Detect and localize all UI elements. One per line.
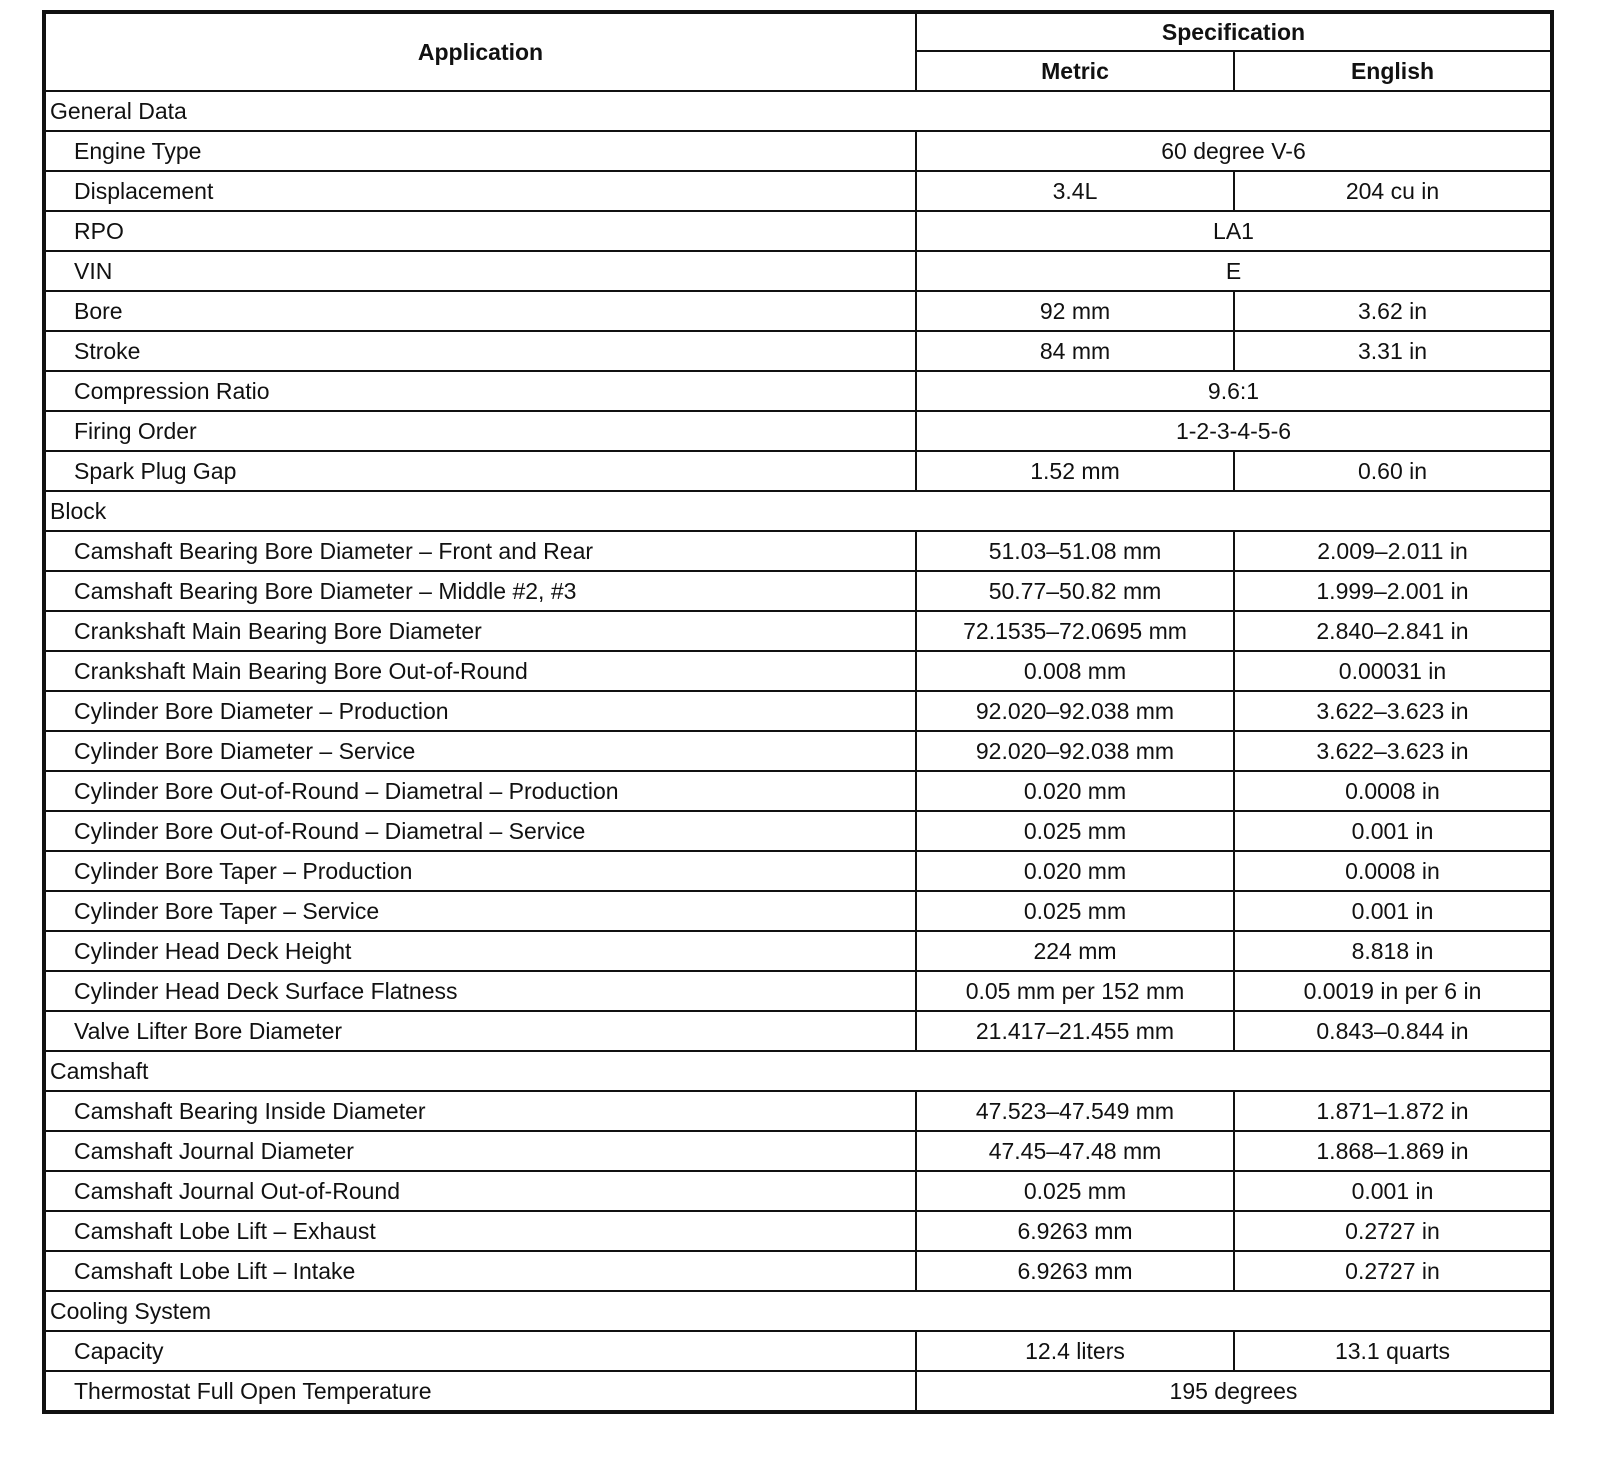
metric-cell: 92 mm: [916, 291, 1234, 331]
application-cell: Camshaft Bearing Bore Diameter – Front and Rear: [44, 531, 916, 571]
table-row: [44, 1331, 1552, 1371]
english-cell: 0.0019 in per 6 in: [1234, 971, 1552, 1011]
english-header: English: [1234, 51, 1552, 91]
metric-cell: 72.1535–72.0695 mm: [916, 611, 1234, 651]
metric-cell: 0.008 mm: [916, 651, 1234, 691]
section-title: Camshaft: [44, 1051, 1552, 1091]
metric-cell: 0.025 mm: [916, 891, 1234, 931]
application-cell: Cylinder Bore Out-of-Round – Diametral – Service: [44, 811, 916, 851]
application-cell: Cylinder Head Deck Surface Flatness: [44, 971, 916, 1011]
spec-value-cell: E: [916, 251, 1552, 291]
section-row: [44, 1051, 1552, 1091]
english-cell: 3.62 in: [1234, 291, 1552, 331]
section-title: General Data: [44, 91, 1552, 131]
english-cell: 1.868–1.869 in: [1234, 1131, 1552, 1171]
english-cell: 0.60 in: [1234, 451, 1552, 491]
metric-cell: 1.52 mm: [916, 451, 1234, 491]
application-cell: Compression Ratio: [44, 371, 916, 411]
table-row: [44, 691, 1552, 731]
metric-cell: 0.025 mm: [916, 811, 1234, 851]
application-cell: Cylinder Bore Out-of-Round – Diametral – Production: [44, 771, 916, 811]
english-cell: 13.1 quarts: [1234, 1331, 1552, 1371]
english-cell: 3.31 in: [1234, 331, 1552, 371]
metric-cell: 50.77–50.82 mm: [916, 571, 1234, 611]
table-row: [44, 971, 1552, 1011]
table-row: [44, 211, 1552, 251]
application-cell: Thermostat Full Open Temperature: [44, 1371, 916, 1412]
english-cell: 0.843–0.844 in: [1234, 1011, 1552, 1051]
metric-cell: 12.4 liters: [916, 1331, 1234, 1371]
table-row: [44, 731, 1552, 771]
table-header: [44, 12, 1552, 91]
metric-cell: 47.45–47.48 mm: [916, 1131, 1234, 1171]
english-cell: 0.0008 in: [1234, 851, 1552, 891]
table-row: [44, 131, 1552, 171]
table-row: [44, 771, 1552, 811]
metric-cell: 84 mm: [916, 331, 1234, 371]
metric-cell: 224 mm: [916, 931, 1234, 971]
application-cell: Cylinder Bore Taper – Production: [44, 851, 916, 891]
table-row: [44, 1171, 1552, 1211]
application-cell: Cylinder Bore Diameter – Production: [44, 691, 916, 731]
metric-cell: 6.9263 mm: [916, 1211, 1234, 1251]
table-row: [44, 1091, 1552, 1131]
application-cell: Camshaft Journal Diameter: [44, 1131, 916, 1171]
table-row: [44, 851, 1552, 891]
table-body: [44, 91, 1552, 1412]
table-row: [44, 251, 1552, 291]
table-row: [44, 1211, 1552, 1251]
metric-cell: 47.523–47.549 mm: [916, 1091, 1234, 1131]
english-cell: 1.999–2.001 in: [1234, 571, 1552, 611]
application-cell: Cylinder Head Deck Height: [44, 931, 916, 971]
english-cell: 8.818 in: [1234, 931, 1552, 971]
table-row: [44, 171, 1552, 211]
english-cell: 0.2727 in: [1234, 1211, 1552, 1251]
table-row: [44, 411, 1552, 451]
application-cell: Camshaft Lobe Lift – Intake: [44, 1251, 916, 1291]
english-cell: 2.840–2.841 in: [1234, 611, 1552, 651]
application-cell: VIN: [44, 251, 916, 291]
table-row: [44, 891, 1552, 931]
english-cell: 0.0008 in: [1234, 771, 1552, 811]
english-cell: 3.622–3.623 in: [1234, 731, 1552, 771]
application-cell: Crankshaft Main Bearing Bore Out-of-Round: [44, 651, 916, 691]
metric-cell: 0.020 mm: [916, 851, 1234, 891]
english-cell: 0.00031 in: [1234, 651, 1552, 691]
english-cell: 0.001 in: [1234, 891, 1552, 931]
application-cell: Valve Lifter Bore Diameter: [44, 1011, 916, 1051]
table-row: [44, 331, 1552, 371]
english-cell: 1.871–1.872 in: [1234, 1091, 1552, 1131]
application-cell: Stroke: [44, 331, 916, 371]
english-cell: 0.001 in: [1234, 811, 1552, 851]
spec-value-cell: 60 degree V-6: [916, 131, 1552, 171]
english-cell: 204 cu in: [1234, 171, 1552, 211]
metric-cell: 92.020–92.038 mm: [916, 691, 1234, 731]
english-cell: 0.2727 in: [1234, 1251, 1552, 1291]
application-header: Application: [44, 12, 916, 91]
application-cell: Camshaft Lobe Lift – Exhaust: [44, 1211, 916, 1251]
application-cell: Crankshaft Main Bearing Bore Diameter: [44, 611, 916, 651]
application-cell: Camshaft Bearing Bore Diameter – Middle #2, #3: [44, 571, 916, 611]
table-row: [44, 1371, 1552, 1412]
section-row: [44, 491, 1552, 531]
table-row: [44, 531, 1552, 571]
section-row: [44, 91, 1552, 131]
table-row: [44, 571, 1552, 611]
english-cell: 2.009–2.011 in: [1234, 531, 1552, 571]
metric-cell: 0.025 mm: [916, 1171, 1234, 1211]
application-cell: Camshaft Journal Out-of-Round: [44, 1171, 916, 1211]
application-cell: Camshaft Bearing Inside Diameter: [44, 1091, 916, 1131]
metric-cell: 51.03–51.08 mm: [916, 531, 1234, 571]
metric-cell: 0.05 mm per 152 mm: [916, 971, 1234, 1011]
spec-value-cell: LA1: [916, 211, 1552, 251]
spec-value-cell: 1-2-3-4-5-6: [916, 411, 1552, 451]
table-row: [44, 931, 1552, 971]
table-row: [44, 291, 1552, 331]
metric-header: Metric: [916, 51, 1234, 91]
spec-value-cell: 9.6:1: [916, 371, 1552, 411]
table-row: [44, 1251, 1552, 1291]
application-cell: Firing Order: [44, 411, 916, 451]
metric-cell: 3.4L: [916, 171, 1234, 211]
specification-table: [42, 10, 1554, 1414]
table-row: [44, 611, 1552, 651]
application-cell: Bore: [44, 291, 916, 331]
table-row: [44, 1131, 1552, 1171]
english-cell: 3.622–3.623 in: [1234, 691, 1552, 731]
table-row: [44, 811, 1552, 851]
application-cell: Cylinder Bore Taper – Service: [44, 891, 916, 931]
english-cell: 0.001 in: [1234, 1171, 1552, 1211]
table-row: [44, 1011, 1552, 1051]
metric-cell: 0.020 mm: [916, 771, 1234, 811]
section-row: [44, 1291, 1552, 1331]
table-row: [44, 651, 1552, 691]
section-title: Block: [44, 491, 1552, 531]
application-cell: Engine Type: [44, 131, 916, 171]
application-cell: Spark Plug Gap: [44, 451, 916, 491]
spec-value-cell: 195 degrees: [916, 1371, 1552, 1412]
metric-cell: 21.417–21.455 mm: [916, 1011, 1234, 1051]
metric-cell: 92.020–92.038 mm: [916, 731, 1234, 771]
specification-header: Specification: [916, 12, 1552, 51]
metric-cell: 6.9263 mm: [916, 1251, 1234, 1291]
application-cell: Capacity: [44, 1331, 916, 1371]
application-cell: RPO: [44, 211, 916, 251]
application-cell: Cylinder Bore Diameter – Service: [44, 731, 916, 771]
section-title: Cooling System: [44, 1291, 1552, 1331]
table-row: [44, 371, 1552, 411]
table-row: [44, 451, 1552, 491]
application-cell: Displacement: [44, 171, 916, 211]
